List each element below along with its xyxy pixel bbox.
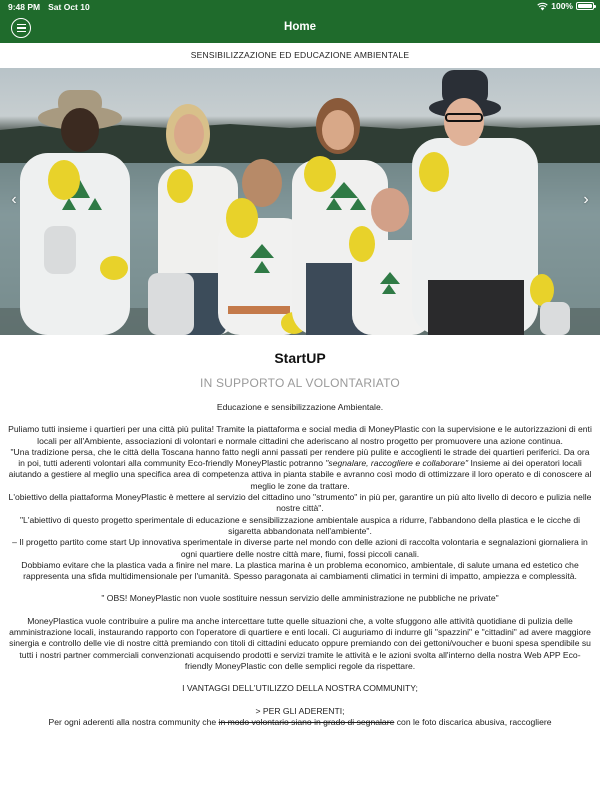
battery-percent: 100% bbox=[551, 1, 573, 11]
article-struck-text: in modo volontario siano in grado di segnalare bbox=[218, 716, 395, 727]
article-text: Insieme ai dei operatori locali aiutando a gestiere al meglio una specifica area di competenza attiva in pianta stabile e avranno così modo di ottimizzare il loro operato e di conoscere al meglio le zone da trattare. bbox=[8, 458, 592, 491]
article-paragraph: "L'abiettivo di questo progetto sperimentale di educazione e sensibilizzazione ambientale auspica a ridurre, l'abbandono della plastica e le cicche di sigaretta abbandonata nell'ambiente". bbox=[19, 514, 581, 536]
carousel-next-arrow-icon[interactable]: › bbox=[583, 191, 589, 208]
article-text: con le foto discarica abusiva, raccogliere bbox=[394, 716, 552, 727]
app-header bbox=[0, 14, 600, 43]
article-body bbox=[8, 402, 592, 728]
article-notice: " OBS! MoneyPlastic non vuole sostituire nessun servizio delle amministrazione ne pubbliche ne private" bbox=[101, 593, 499, 604]
article bbox=[0, 335, 600, 728]
article-paragraph: MoneyPlastica vuole contribuire a pulire ma anche intercettare tutte quelle situazioni che, a volte sfuggono alle attività quotidiane di pulizia delle amministrazione locali, instaurando rapporto con l'operatore di quartiere e enti locali. Ci auguriamo di indurre gli "spazzini" e "cittadini" ad avere maggiore sinergia e controllo delle vie di nostre città premiando con titoli di cittadini educato oppure premiando con dei gettoni/voucher e buoni spesa spendibile su tutti i nostri partner commerciali convenzionati acquisendo prodotti e servizi tramite le attività e le azioni svolta all'interno della nostra Web APP Eco-friendly MoneyPlastic con delle semplici regole da rispettare. bbox=[9, 615, 591, 671]
article-paragraph: Dobbiamo evitare che la plastica vada a finire nel mare. La plastica marina è un problema economico, ambientale, di salute umana ed estetico che rappresenta una sfida multidimensionale per l'umanità. Spesso paragonata ai cambiamenti climatici in termini di impatto, ampiezza e complessità. bbox=[21, 559, 579, 582]
article-subtitle: IN SUPPORTO AL VOLONTARIATO bbox=[200, 376, 400, 390]
section-banner: SENSIBILIZZAZIONE ED EDUCAZIONE AMBIENTALE bbox=[0, 43, 600, 69]
page-title: Home bbox=[284, 21, 316, 33]
status-bar bbox=[0, 0, 600, 14]
carousel-prev-arrow-icon[interactable]: ‹ bbox=[11, 191, 17, 208]
article-text: "Una tradizione persa, che le città della Toscana hanno fatto negli anni passati per rendere più pulite e accoglienti le strade dei quartieri periferici. Da ora in poi, tutti aderenti volontari alla community Eco-friendly MoneyPlastic potranno bbox=[10, 446, 590, 469]
article-italic-text: "segnalare, raccogliere e collaborare" bbox=[325, 458, 469, 469]
article-paragraph: – Il progetto partito come start Up innovativa sperimentale in diverse parte nel mondo con delle azioni di raccolta volontaria e segnalazioni giornaliera in ogni quartiere delle nostre città mare, fiumi, fossi piccoli canali. bbox=[12, 537, 588, 559]
status-time: 9:48 PM bbox=[8, 2, 41, 12]
wifi-icon bbox=[537, 2, 548, 11]
article-paragraph bbox=[8, 447, 592, 492]
article-subheading: > PER GLI ADERENTI; bbox=[255, 705, 345, 716]
article-paragraph: L'obiettivo della piattaforma MoneyPlastic è mettere al servizio del cittadino uno "strumento" in più per, garantire un più alto livello di decoro e pulizia nelle nostre città". bbox=[8, 492, 592, 514]
hero-slideshow[interactable] bbox=[0, 68, 600, 335]
article-title: StartUP bbox=[274, 350, 326, 366]
status-date: Sat Oct 10 bbox=[48, 2, 90, 12]
article-section-heading: I VANTAGGI DELL'UTILIZZO DELLA NOSTRA COMMUNITY; bbox=[182, 683, 418, 694]
battery-fill bbox=[578, 4, 592, 8]
article-paragraph: Puliamo tutti insieme i quartieri per una città più pulita! Tramite la piattaforma e social media di MoneyPlastic con la supervisione e le autorizzazioni di enti locali per all'Ambiente, associazioni di volontari e normale cittadini che aderiscano al nostro progetto per promuovere una azione continua. bbox=[8, 424, 592, 446]
recycling-volunteers-photo bbox=[0, 68, 600, 335]
status-right bbox=[537, 1, 594, 11]
article-intro: Educazione e sensibilizzazione Ambientale. bbox=[216, 402, 384, 412]
article-text: Per ogni aderenti alla nostra community che bbox=[48, 716, 219, 727]
battery-icon bbox=[576, 2, 594, 10]
article-paragraph bbox=[8, 717, 592, 728]
